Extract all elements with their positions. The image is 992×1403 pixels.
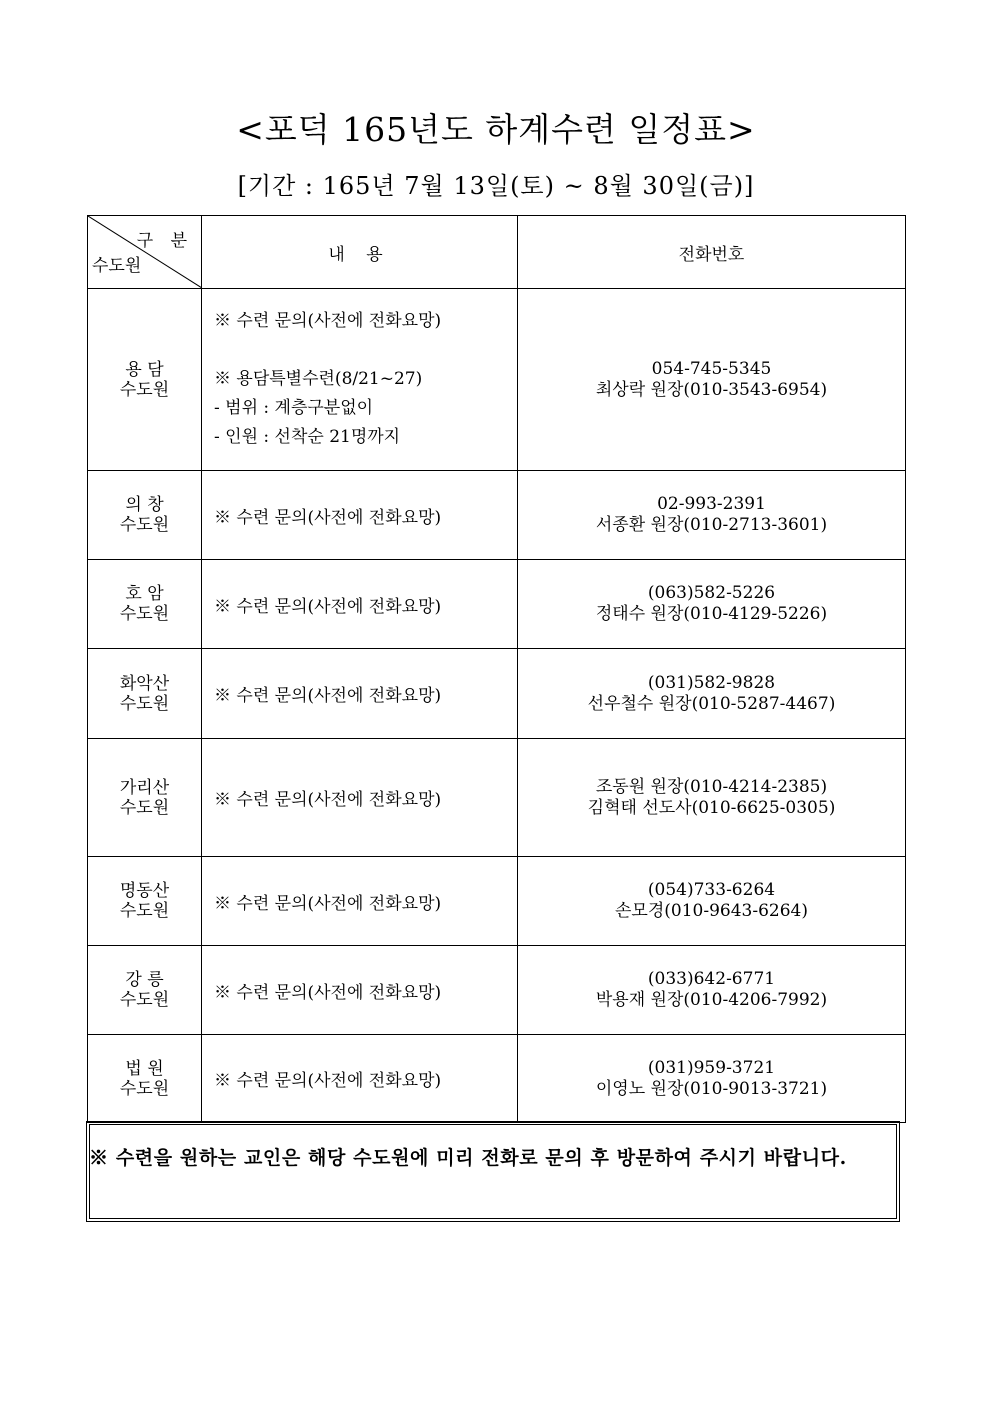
phone-line-2: 선우철수 원장(010-5287-4467) (587, 693, 836, 714)
phone-line-2: 최상락 원장(010-3543-6954) (595, 379, 828, 400)
sudowon-name: 용 담 (125, 359, 164, 380)
phone-line-1: (054)733-6264 (647, 880, 776, 900)
header-phone: 전화번호 (518, 216, 906, 289)
phone-line-1: 조동원 원장(010-4214-2385) (595, 776, 828, 797)
sudowon-name: 호 암 (125, 584, 164, 604)
table-row (88, 1035, 906, 1123)
table-row (88, 471, 906, 560)
sudowon-suffix: 수도원 (119, 901, 170, 921)
sudowon-name: 강 릉 (125, 970, 164, 990)
special-program-capacity: - 인원 : 선착순 21명까지 (214, 426, 401, 447)
special-program-title: ※ 용담특별수련(8/21~27) (214, 368, 423, 389)
sudowon-suffix: 수도원 (119, 1078, 170, 1099)
content-inquiry: ※ 수련 문의(사전에 전화요망) (202, 471, 518, 560)
sudowon-suffix: 수도원 (119, 379, 170, 400)
header-sudowon: 수도원 (92, 256, 142, 276)
phone-line-2: 정태수 원장(010-4129-5226) (595, 604, 828, 624)
header-gubun: 구 분 (136, 231, 193, 251)
phone-line-2: 손모경(010-9643-6264) (615, 901, 808, 921)
table-row (88, 946, 906, 1035)
phone-line-1: (063)582-5226 (647, 583, 776, 603)
content-inquiry: ※ 수련 문의(사전에 전화요망) (202, 649, 518, 739)
period-subtitle: [기간 : 165년 7월 13일(토) ~ 8월 30일(금)] (237, 172, 755, 200)
page-title: <포덕 165년도 하계수련 일정표> (236, 110, 756, 149)
content-inquiry: ※ 수련 문의(사전에 전화요망) (202, 739, 518, 857)
header-content: 내 용 (202, 216, 518, 289)
sudowon-suffix: 수도원 (119, 693, 170, 714)
phone-line-1: (031)582-9828 (647, 672, 776, 693)
table-row (88, 649, 906, 739)
notice-text: ※ 수련을 원하는 교인은 해당 수도원에 미리 전화로 문의 후 방문하여 주시기 바랍니다. (89, 1147, 847, 1169)
sudowon-name: 화악산 (119, 673, 170, 694)
phone-line-1: (031)959-3721 (647, 1057, 776, 1078)
content-inquiry: ※ 수련 문의(사전에 전화요망) (214, 310, 442, 331)
schedule-table (87, 215, 906, 1123)
phone-line-2: 김혁태 선도사(010-6625-0305) (587, 797, 836, 818)
content-inquiry: ※ 수련 문의(사전에 전화요망) (202, 1035, 518, 1123)
content-inquiry: ※ 수련 문의(사전에 전화요망) (202, 857, 518, 946)
sudowon-suffix: 수도원 (119, 515, 170, 535)
table-row (88, 739, 906, 857)
phone-line-1: 02-993-2391 (657, 494, 766, 514)
phone-line-2: 박용재 원장(010-4206-7992) (595, 990, 828, 1010)
sudowon-name: 의 창 (125, 495, 164, 515)
content-cell (202, 289, 518, 471)
phone-line-2: 서종환 원장(010-2713-3601) (595, 515, 828, 535)
special-program (202, 347, 517, 470)
table-row (88, 289, 906, 471)
phone-line-2: 이영노 원장(010-9013-3721) (595, 1078, 828, 1099)
table-row (88, 857, 906, 946)
notice-box (86, 1121, 900, 1222)
phone-cell (518, 289, 906, 471)
sudowon-name: 명동산 (119, 881, 170, 901)
sudowon-suffix: 수도원 (119, 797, 170, 818)
sudowon-suffix: 수도원 (119, 604, 170, 624)
content-inquiry: ※ 수련 문의(사전에 전화요망) (202, 946, 518, 1035)
header-diagonal-cell (88, 216, 202, 289)
sudowon-suffix: 수도원 (119, 990, 170, 1010)
phone-line-1: 054-745-5345 (651, 358, 772, 379)
sudowon-name-cell (88, 289, 202, 471)
sudowon-name: 법 원 (125, 1058, 164, 1079)
content-inquiry: ※ 수련 문의(사전에 전화요망) (202, 560, 518, 649)
sudowon-name: 가리산 (119, 777, 170, 798)
phone-line-1: (033)642-6771 (647, 969, 776, 989)
special-program-scope: - 범위 : 계층구분없이 (214, 397, 374, 418)
table-row (88, 560, 906, 649)
header-row (88, 216, 906, 289)
